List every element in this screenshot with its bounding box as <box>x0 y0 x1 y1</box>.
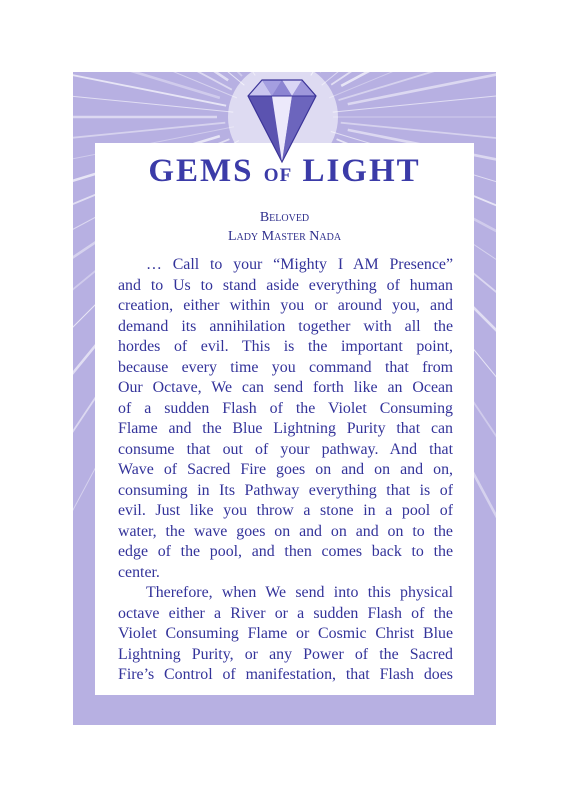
light-ray <box>73 72 255 75</box>
title-word-light: LIGHT <box>302 153 421 189</box>
light-ray <box>348 72 496 104</box>
text-line: octave either a River or a sudden Flash of the <box>118 604 453 622</box>
light-ray <box>73 72 237 98</box>
text-line: water, the wave goes on and on and on to the <box>118 522 453 540</box>
text-line: demand its annihilation together with all the <box>118 317 453 335</box>
text-line: Fire’s Control of manifestation, that Flash does <box>118 666 453 683</box>
text-line: Wave of Sacred Fire goes on and on and on, <box>118 461 453 478</box>
text-line: Our Octave, We can send forth like an Ocean <box>118 379 453 396</box>
text-line: evil. Just like you throw a stone in a pool of <box>118 502 453 519</box>
text-line: Lightning Purity, or any Power of the Sacred <box>118 645 453 663</box>
text-line: because every time you command that from <box>118 358 453 376</box>
text-line: creation, either within you or around you, and <box>118 297 453 314</box>
light-ray <box>339 72 496 100</box>
text-line: Violet Consuming Flame or Cosmic Christ Blue <box>118 625 453 642</box>
title-word-gems: GEMS <box>148 153 254 189</box>
diamond-icon <box>236 74 328 164</box>
text-line: Flame and the Blue Lightning Purity that can <box>118 420 453 437</box>
paragraph <box>118 583 453 686</box>
text-line: and to Us to stand aside everything of human <box>118 276 453 294</box>
gems-of-light-title <box>95 153 474 194</box>
text-line: consume that out of your pathway. And that <box>118 440 453 458</box>
paragraph <box>118 255 453 583</box>
speaker-salutation: Beloved <box>259 210 310 225</box>
text-line: of a sudden Flash of the Violet Consuming <box>118 399 453 417</box>
light-ray <box>311 72 496 75</box>
text-line: Therefore, when We send into this physical <box>146 584 453 601</box>
text-line: hordes of evil. This is the important point, <box>118 338 453 355</box>
light-ray <box>73 72 220 98</box>
text-line: edge of the pool, and then comes back to the <box>118 543 453 560</box>
text-line: center. <box>118 563 160 581</box>
text-line: consuming in Its Pathway everything that is of <box>118 481 453 499</box>
speaker-name: Lady Master Nada <box>227 229 342 244</box>
light-ray <box>329 72 496 98</box>
text-line: … Call to your “Mighty I AM Presence” <box>146 256 453 273</box>
title-word-of: OF <box>263 165 293 186</box>
quote-body <box>118 255 453 686</box>
